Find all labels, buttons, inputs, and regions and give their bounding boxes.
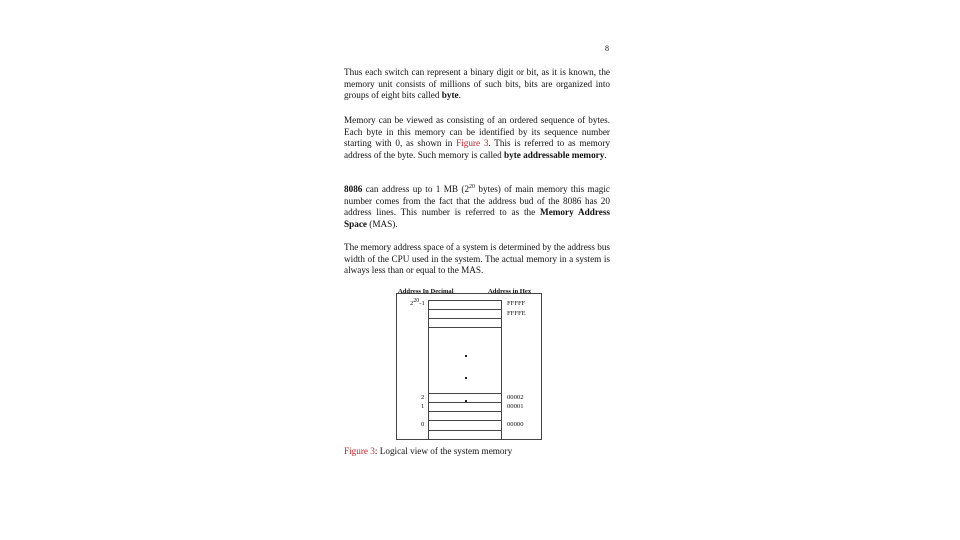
memory-cell-border [428, 411, 502, 412]
paragraph-8086-mas [344, 184, 610, 230]
paragraph-bits-bytes [344, 67, 610, 102]
figure-caption [344, 446, 512, 456]
memory-cell-border [428, 439, 502, 440]
label-decimal-1: 1 [421, 403, 425, 410]
label-exponent: 20 [413, 297, 420, 304]
memory-cell-border [428, 318, 502, 319]
term-8086: 8086 [344, 184, 363, 194]
term-byte: byte [441, 90, 459, 101]
exponent: 20 [469, 183, 476, 190]
figure-reference-link[interactable]: Figure 3 [456, 138, 489, 149]
paragraph-end: (MAS). [366, 218, 398, 229]
ellipsis-dot [465, 400, 467, 402]
label-hex-00002: 00002 [507, 394, 524, 401]
memory-cell-border [428, 327, 502, 328]
paragraph-byte-addressable [344, 115, 610, 161]
header-address-hex: Address in Hex [488, 288, 532, 295]
label-decimal-2: 2 [421, 394, 425, 401]
header-address-decimal: Address In Decimal [398, 288, 454, 295]
page-number: 8 [605, 44, 609, 53]
label-suffix: -1 [419, 300, 425, 307]
label-base: 2 [410, 300, 414, 307]
paragraph-text: Thus each switch can represent a binary digit or bit, as it is known, the memory unit consists of millions of such bits, bits are organized into groups of eight bits called [344, 67, 610, 101]
memory-cell-border [428, 300, 502, 301]
paragraph-text: . This is referred to as memory address of the byte. Such memory is called [344, 138, 610, 160]
label-decimal-0: 0 [421, 421, 425, 428]
ellipsis-dot [465, 377, 467, 379]
paragraph-text: Memory can be viewed as consisting of an ordered sequence of bytes. Each byte in this memory can be identified by its sequence number starting with 0, as shown in [344, 115, 610, 149]
paragraph-end: . [604, 149, 607, 160]
memory-cell-border [428, 430, 502, 431]
memory-cell-border [428, 402, 502, 403]
memory-cell-border [428, 420, 502, 421]
paragraph-end: . [458, 90, 461, 101]
label-hex-fffff: FFFFF [507, 300, 526, 307]
label-hex-00000: 00000 [507, 421, 524, 428]
paragraph-address-bus [344, 242, 610, 277]
caption-figure-label: Figure 3 [344, 446, 375, 456]
memory-cell-border [428, 309, 502, 310]
memory-column [428, 300, 502, 440]
label-hex-ffffe: FFFFE [507, 310, 526, 317]
caption-text: : Logical view of the system memory [374, 446, 513, 456]
ellipsis-dot [465, 355, 467, 357]
memory-map-figure [394, 284, 544, 440]
paragraph-text: bytes) of main memory this magic number comes from the fact that the address bud of the 8086 has 20 address lines. This number is referred to as the [344, 184, 610, 218]
memory-cell-border [428, 393, 502, 394]
term-memory-address-space: Memory Address Space [344, 207, 611, 229]
label-top-decimal [410, 297, 425, 307]
term-byte-addressable-memory: byte addressable memory [503, 149, 605, 160]
paragraph-text: The memory address space of a system is determined by the address bus width of the CPU used in the system. The actual memory in a system is always less than or equal to the MAS. [344, 242, 610, 276]
label-hex-00001: 00001 [507, 403, 524, 410]
paragraph-text: can address up to 1 MB (2 [362, 184, 470, 194]
